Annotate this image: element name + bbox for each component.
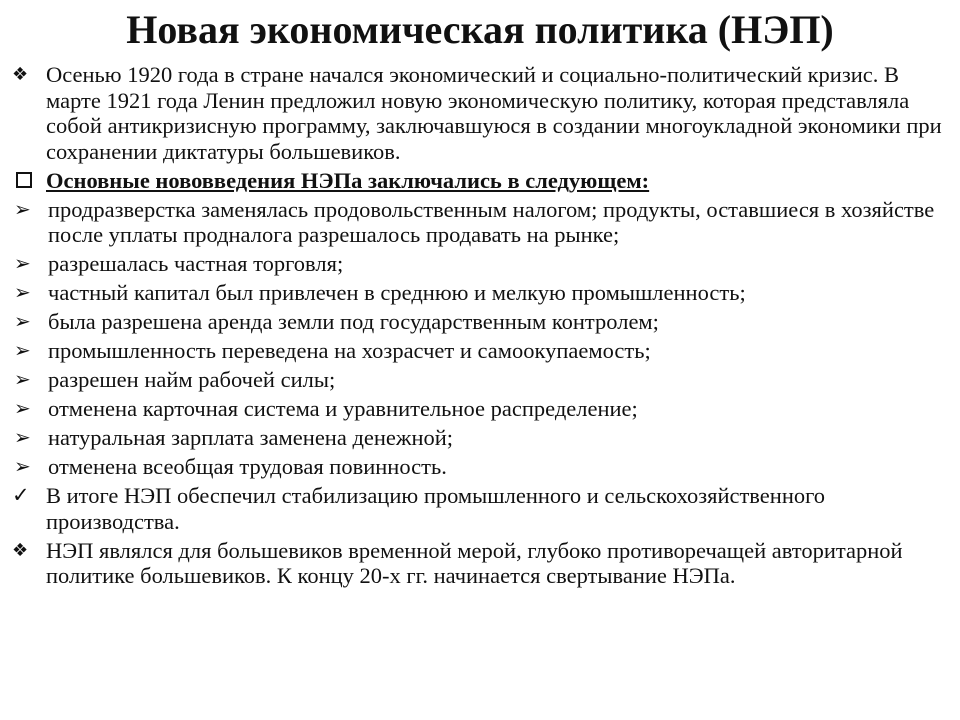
list-item-heading — [12, 168, 947, 194]
list-item — [12, 280, 947, 306]
item-text: отменена карточная система и уравнительное распределение; — [48, 396, 638, 421]
item-text: частный капитал был привлечен в среднюю и мелкую промышленность; — [48, 280, 746, 305]
item-text: В итоге НЭП обеспечил стабилизацию промышленного и сельскохозяйственного производства. — [46, 483, 826, 534]
list-item — [12, 367, 947, 393]
item-text: разрешалась частная торговля; — [48, 251, 344, 276]
list-item — [12, 483, 947, 534]
arrowhead-bullet-icon: ➢ — [14, 367, 31, 391]
slide-title: Новая экономическая политика (НЭП) — [126, 7, 834, 52]
section-heading: Основные нововведения НЭПа заключались в следующем: — [46, 167, 650, 193]
arrowhead-bullet-icon: ➢ — [14, 454, 31, 478]
arrowhead-bullet-icon: ➢ — [14, 196, 31, 221]
diamond-bullet-icon: ❖ — [12, 539, 29, 561]
list-item — [12, 338, 947, 364]
arrowhead-bullet-icon: ➢ — [14, 396, 31, 420]
arrowhead-bullet-icon: ➢ — [14, 251, 31, 275]
arrowhead-bullet-icon: ➢ — [14, 338, 31, 362]
list-item — [12, 309, 947, 335]
item-text: промышленность переведена на хозрасчет и самоокупаемость; — [48, 338, 651, 363]
list-item — [12, 62, 947, 164]
item-text: отменена всеобщая трудовая повинность. — [48, 454, 447, 479]
bullet-list — [12, 62, 947, 592]
arrowhead-bullet-icon: ➢ — [14, 280, 31, 304]
list-item — [12, 538, 947, 589]
item-text: Осенью 1920 года в стране начался экономический и социально-политический кризис. В марте 1921 года Ленин предложил новую экономическую политику, которая представляла собой антикризисную программу, заключавшуюся в создании многоукладной экономики при сохранении диктатуры большевиков. — [46, 62, 942, 164]
arrowhead-bullet-icon: ➢ — [14, 425, 31, 449]
arrowhead-bullet-icon: ➢ — [14, 309, 31, 333]
square-bullet-icon — [12, 168, 46, 194]
list-item — [12, 396, 947, 422]
list-item — [12, 251, 947, 277]
item-text: продразверстка заменялась продовольственным налогом; продукты, оставшиеся в хозяйстве после уплаты продналога разрешалось продавать на рынке; — [48, 196, 935, 247]
item-text: натуральная зарплата заменена денежной; — [48, 425, 454, 450]
list-item — [12, 454, 947, 480]
item-text: была разрешена аренда земли под государственным контролем; — [48, 309, 659, 334]
list-item — [12, 197, 947, 248]
checkmark-bullet-icon: ✓ — [12, 483, 30, 507]
list-item — [12, 425, 947, 451]
diamond-bullet-icon: ❖ — [12, 64, 29, 85]
item-text: разрешен найм рабочей силы; — [48, 367, 336, 392]
item-text: НЭП являлся для большевиков временной мерой, глубоко противоречащей авторитарной политике большевиков. К концу 20-х гг. начинается свертывание НЭПа. — [46, 537, 903, 588]
